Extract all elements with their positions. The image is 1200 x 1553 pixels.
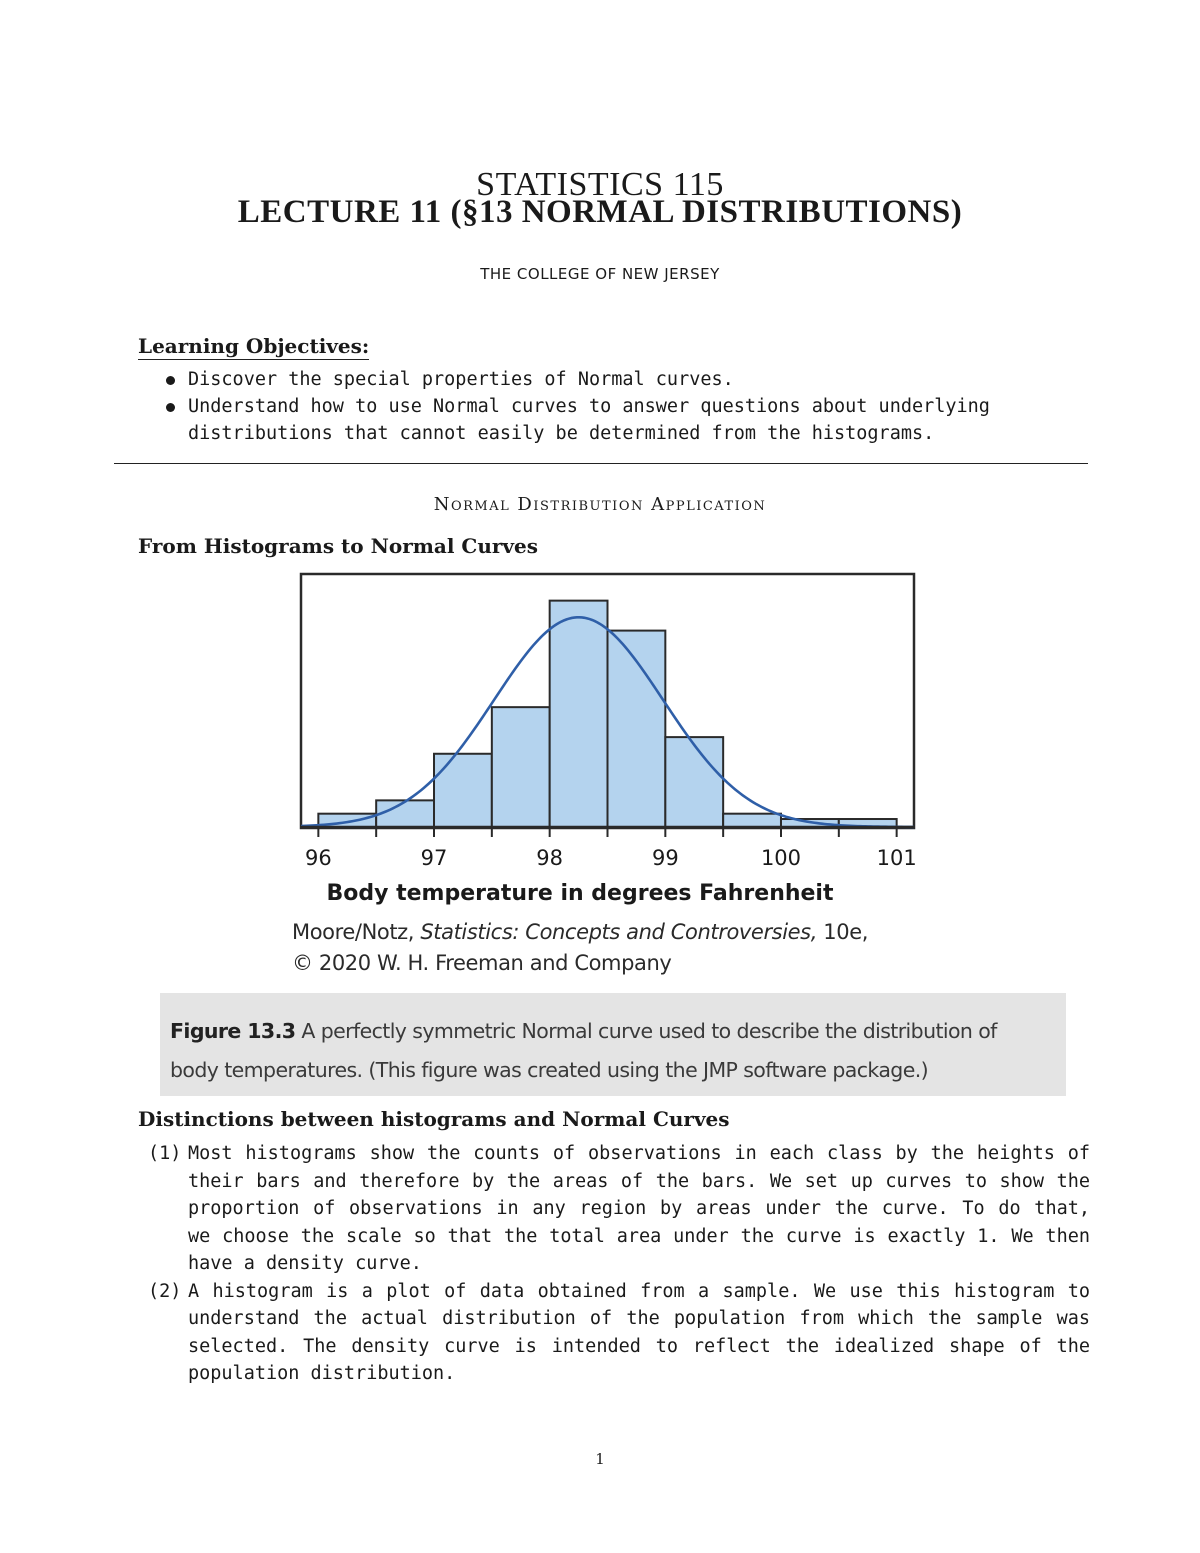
item-number: (1) [148, 1143, 182, 1164]
subheading-distinctions: Distinctions between histograms and Normal Curves [138, 1107, 730, 1131]
credit-edition: 10e, [823, 920, 868, 944]
figure-caption [170, 1012, 1050, 1090]
histogram-bar [376, 800, 434, 827]
credit-line-2: © 2020 W. H. Freeman and Company [292, 951, 672, 975]
learning-objectives-heading: Learning Objectives: [138, 334, 370, 358]
histogram-bar [492, 707, 550, 827]
credit-authors: Moore/Notz, [292, 920, 415, 944]
horizontal-rule [114, 463, 1088, 464]
distinction-item [148, 1278, 1090, 1388]
histogram-bar [550, 601, 608, 827]
section-title: Normal Distribution Application [433, 494, 767, 515]
distinction-item [148, 1140, 1090, 1278]
x-axis-label: Body temperature in degrees Fahrenheit [326, 881, 834, 906]
item-number: (2) [148, 1280, 182, 1302]
x-tick-label: 99 [651, 846, 679, 870]
distinction-text: A histogram is a plot of data obtained from a sample. We use this histogram to understand the actual distribution of the population from which the sample was selected. The density curve is intended to reflect the idealized shape of the population distribution. [188, 1280, 1090, 1384]
institution-name: THE COLLEGE OF NEW JERSEY [480, 265, 720, 283]
learning-objective-text: Discover the special properties of Normal curves. [188, 369, 734, 390]
distinction-text: Most histograms show the counts of observations in each class by the heights of their bars and therefore by the areas of the bars. We set up curves to show the proportion of observations in any region by areas under the curve. To do that, we choose the scale so that the total area under the curve is exactly 1. We then have a density curve. [188, 1143, 1090, 1274]
page-number: 1 [595, 1450, 605, 1468]
x-tick-label: 98 [536, 846, 564, 870]
title-line-1: STATISTICS 115 [476, 166, 724, 203]
histogram-chart [296, 570, 920, 910]
learning-objective-item [164, 393, 1094, 447]
subheading-histograms-to-curves: From Histograms to Normal Curves [138, 534, 539, 558]
learning-objective-text: Understand how to use Normal curves to answer questions about underlying distributions that cannot easily be determined from the histograms. [188, 396, 990, 444]
histogram-bar [434, 754, 492, 827]
x-tick-label: 101 [876, 846, 917, 870]
histogram-bar [665, 737, 723, 827]
figure-credit [292, 917, 868, 979]
distinctions-list [148, 1140, 1090, 1388]
histogram-bar [723, 814, 781, 827]
caption-text: A perfectly symmetric Normal curve used to describe the distribution of body temperatures. (This figure was created using the JMP software package.) [170, 1019, 997, 1082]
x-tick-label: 96 [304, 846, 332, 870]
learning-objectives-list [164, 366, 1094, 447]
credit-line-1 [292, 917, 868, 948]
credit-book-title: Statistics: Concepts and Controversies, [420, 920, 817, 944]
title-line-2: LECTURE 11 (§13 NORMAL DISTRIBUTIONS) [237, 194, 963, 230]
x-tick-label: 97 [420, 846, 448, 870]
bullet-icon [166, 376, 175, 385]
x-tick-label: 100 [760, 846, 802, 870]
learning-objective-item [164, 366, 1094, 393]
bullet-icon [166, 403, 175, 412]
caption-label: Figure 13.3 [170, 1019, 296, 1043]
